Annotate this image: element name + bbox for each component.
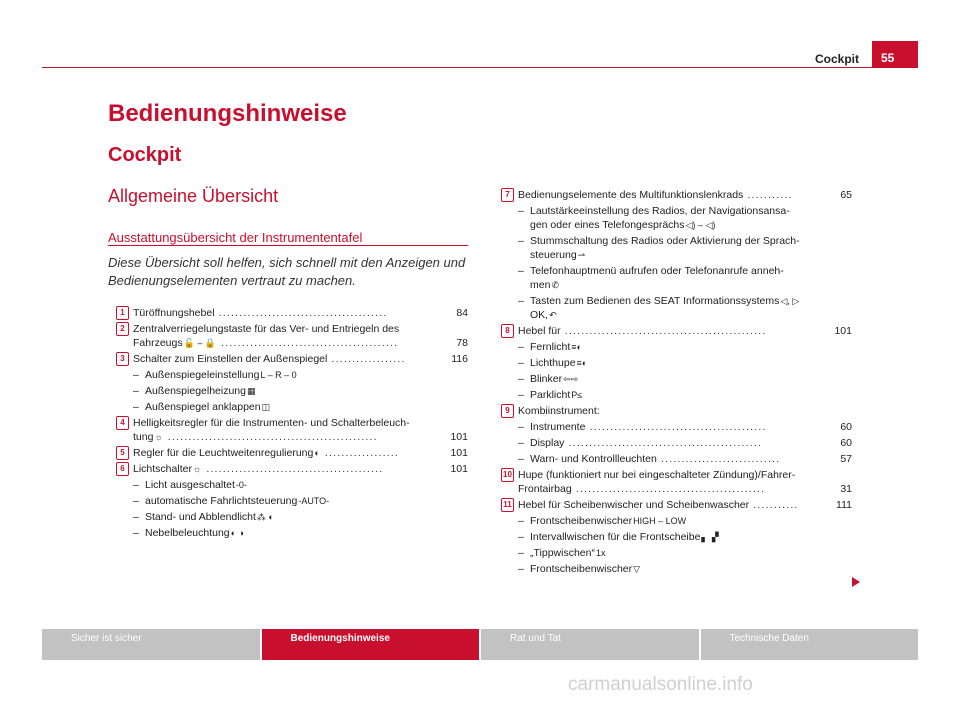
item-line: Kombiinstrument: [518,405,600,417]
sub-item-text: Stummschaltung des Radios oder Aktivierung der Sprach- [530,235,800,247]
callout-number: 7 [501,188,514,202]
leader-dots: .................. [320,447,400,459]
sub-item-text: Instrumente [530,421,586,433]
symbol-icon: ✆ [551,280,559,290]
sub-item [133,526,468,540]
item-line: Zentralverriegelungstaste für das Ver- und Entriegeln des [133,323,400,335]
item-text [518,404,852,418]
sub-item [518,388,852,402]
symbol-icon: ≡◐ [576,358,588,368]
callout-number: 8 [501,324,514,338]
leader-dots: ........... [749,499,799,511]
item-line: Fahrzeugs [133,337,183,349]
symbol-icon: -0- [235,480,247,490]
page-reference: 60 [840,421,852,433]
sub-item [518,264,852,292]
item-text [133,322,468,350]
sub-item-text: men [530,279,551,291]
leader-dots: ........................................... [202,463,384,475]
list-item [120,462,468,540]
page-reference: 101 [450,431,468,443]
sub-item [518,234,852,262]
sub-item-text: steuerung [530,249,577,261]
page-reference: 60 [840,437,852,449]
sub-item-text: Frontscheibenwischer [530,563,633,575]
sub-item [133,510,468,524]
sub-item-text: Lichthupe [530,357,576,369]
sub-item-text: Licht ausgeschaltet [145,479,235,491]
list-item [120,306,468,320]
symbol-icon: -AUTO- [298,496,330,506]
sub-item [133,478,468,492]
header-rule [42,67,918,68]
item-text [133,306,468,320]
page-number-badge: 55 [872,41,918,68]
callout-number: 11 [501,498,514,512]
sub-item-text: Intervallwischen für die Frontscheibe [530,531,701,543]
continue-arrow-icon [852,577,860,587]
sub-item [518,340,852,354]
item-line: Regler für die Leuchtweitenregulierung [133,447,314,459]
page-reference: 31 [840,483,852,495]
sub-item-text: Stand- und Abblendlicht [145,511,256,523]
callout-number: 2 [116,322,129,336]
page-reference: 116 [451,353,468,365]
subheading-rule [108,245,468,246]
page-reference: 101 [450,463,468,475]
sub-item-text: „Tippwischen“ [530,547,595,559]
item-line: Bedienungselemente des Multifunktionslenkrads [518,189,744,201]
symbol-icon: ◐ [314,448,320,458]
symbol-icon: ▖▗▘ [701,532,723,542]
leader-dots: .................. [327,353,406,365]
symbol-icon: L – R – 0 [260,370,297,380]
watermark: carmanualsonline.info [568,674,753,695]
item-text [133,462,468,476]
symbol-icon: ≡◐ [571,342,582,352]
symbol-icon: ↶ [549,310,557,320]
list-item [120,322,468,350]
running-header-title: Cockpit [815,52,860,66]
list-item [120,352,468,414]
item-line: Türöffnungshebel [133,307,215,319]
sub-item-text: OK, [530,309,549,321]
callout-number: 3 [116,352,129,366]
sub-item [518,204,852,232]
symbol-icon: ▦ [247,386,256,396]
item-line: Helligkeitsregler für die Instrumenten- und Schalterbeleuch- [133,417,410,429]
intro-text: Diese Übersicht soll helfen, sich schnell mit den Anzeigen und Bedienungselementen vertraut zu machen. [108,255,466,288]
callout-number: 6 [116,462,129,476]
sub-item [133,400,468,414]
list-item [120,446,468,460]
item-line: Hebel für [518,325,561,337]
callout-number: 10 [501,468,514,482]
footer-tab[interactable]: Bedienungshinweise [262,629,480,660]
leader-dots: ................................................... [163,431,378,443]
symbol-icon: 🔓 – 🔒 [183,338,217,348]
page-reference: 111 [836,499,852,511]
page-reference: 101 [834,325,852,337]
leader-dots: ........... [743,189,793,201]
list-item [503,468,852,496]
sub-item [518,562,852,576]
item-line: Schalter zum Einstellen der Außenspiegel [133,353,328,365]
symbol-icon: HIGH – LOW [633,516,687,526]
symbol-icon: ⇦⇨ [563,374,579,384]
sub-item-text: Außenspiegelheizung [145,385,246,397]
symbol-icon: 1x [595,548,606,558]
page-reference: 84 [456,307,468,319]
item-text [518,324,852,338]
item-line: Frontairbag [518,483,572,495]
subsection-title: Allgemeine Übersicht [108,186,279,206]
symbol-icon: ☼ [154,432,163,442]
item-text [518,498,852,512]
item-text [133,446,468,460]
sub-item-text: gen oder eines Telefongesprächs [530,219,685,231]
footer-tab[interactable]: Rat und Tat [481,629,699,660]
item-text [518,188,852,202]
sub-item [518,294,852,322]
callout-number: 9 [501,404,514,418]
sub-item-text: Warn- und Kontrollleuchten [530,453,657,465]
section-title: Cockpit [108,144,182,166]
leader-dots: ............................................... [564,437,763,449]
symbol-icon: ▽ [633,564,641,574]
sub-item-text: Blinker [530,373,563,385]
sub-item [518,514,852,528]
list-item [120,416,468,444]
page-reference: 101 [450,447,468,459]
sub-item-text: Außenspiegeleinstellung [145,369,260,381]
leader-dots: ............................. [656,453,781,465]
sub-item [518,546,852,560]
page-reference: 57 [840,453,852,465]
sub-item [518,530,852,544]
leader-dots: .............................................. [571,483,766,495]
sub-item-text: automatische Fahrlichtsteuerung [145,495,298,507]
leader-dots: ................................................. [560,325,767,337]
page-reference: 65 [840,189,852,201]
chapter-title: Bedienungshinweise [108,100,347,127]
leader-dots: ......................................... [214,307,388,319]
sub-item-text: Frontscheibenwischer [530,515,633,527]
right-item-list [503,188,852,578]
callout-number: 5 [116,446,129,460]
symbol-icon: ◫ [261,402,271,412]
symbol-icon: ◁) – ◁) [685,220,716,230]
symbol-icon: ◐ ◑ [230,528,245,538]
item-line: Hupe (funktioniert nur bei eingeschalteter Zündung)/Fahrer- [518,469,796,481]
footer-tab[interactable]: Technische Daten [701,629,919,660]
sub-item-text: Display [530,437,565,449]
item-text [518,468,852,496]
left-item-list [120,306,468,542]
list-item [503,498,852,576]
leader-dots: ........................................... [585,421,767,433]
leader-dots: ........................................... [217,337,399,349]
sub-item [133,384,468,398]
sub-item-text: Außenspiegel anklappen [145,401,261,413]
list-item [505,324,852,402]
item-text [133,416,468,444]
sub-item-text: Nebelbeleuchtung [145,527,230,539]
page-reference: 78 [456,337,468,349]
sub-item [518,372,852,386]
footer-tab[interactable]: Sicher ist sicher [42,629,260,660]
item-line: Hebel für Scheibenwischer und Scheibenwascher [518,499,750,511]
symbol-icon: P≤ [571,390,583,400]
sub-item-text: Tasten zum Bedienen des SEAT Informationssystems [530,295,780,307]
sub-item [133,494,468,508]
sub-item [518,420,852,434]
sub-item-text: Lautstärkeeinstellung des Radios, der Navigationsansa- [530,205,790,217]
symbol-icon: ⁂ ◐ [256,512,274,522]
callout-number: 4 [116,416,129,430]
subheading: Ausstattungsübersicht der Instrumententafel [108,230,363,245]
item-line: tung [133,431,154,443]
sub-item-text: Telefonhauptmenü aufrufen oder Telefonanrufe anneh- [530,265,784,277]
symbol-icon: ◁, ▷ [780,296,800,306]
item-text [133,352,468,366]
sub-item [518,452,852,466]
symbol-icon: ⇀ [577,250,586,260]
symbol-icon: ☼ [192,464,202,474]
sub-item-text: Fernlicht [530,341,571,353]
sub-item [518,356,852,370]
footer-nav [42,629,918,660]
list-item [505,188,852,322]
sub-item [133,368,468,382]
callout-number: 1 [116,306,129,320]
list-item [505,404,852,466]
sub-item-text: Parklicht [530,389,571,401]
sub-item [518,436,852,450]
item-line: Lichtschalter [133,463,192,475]
